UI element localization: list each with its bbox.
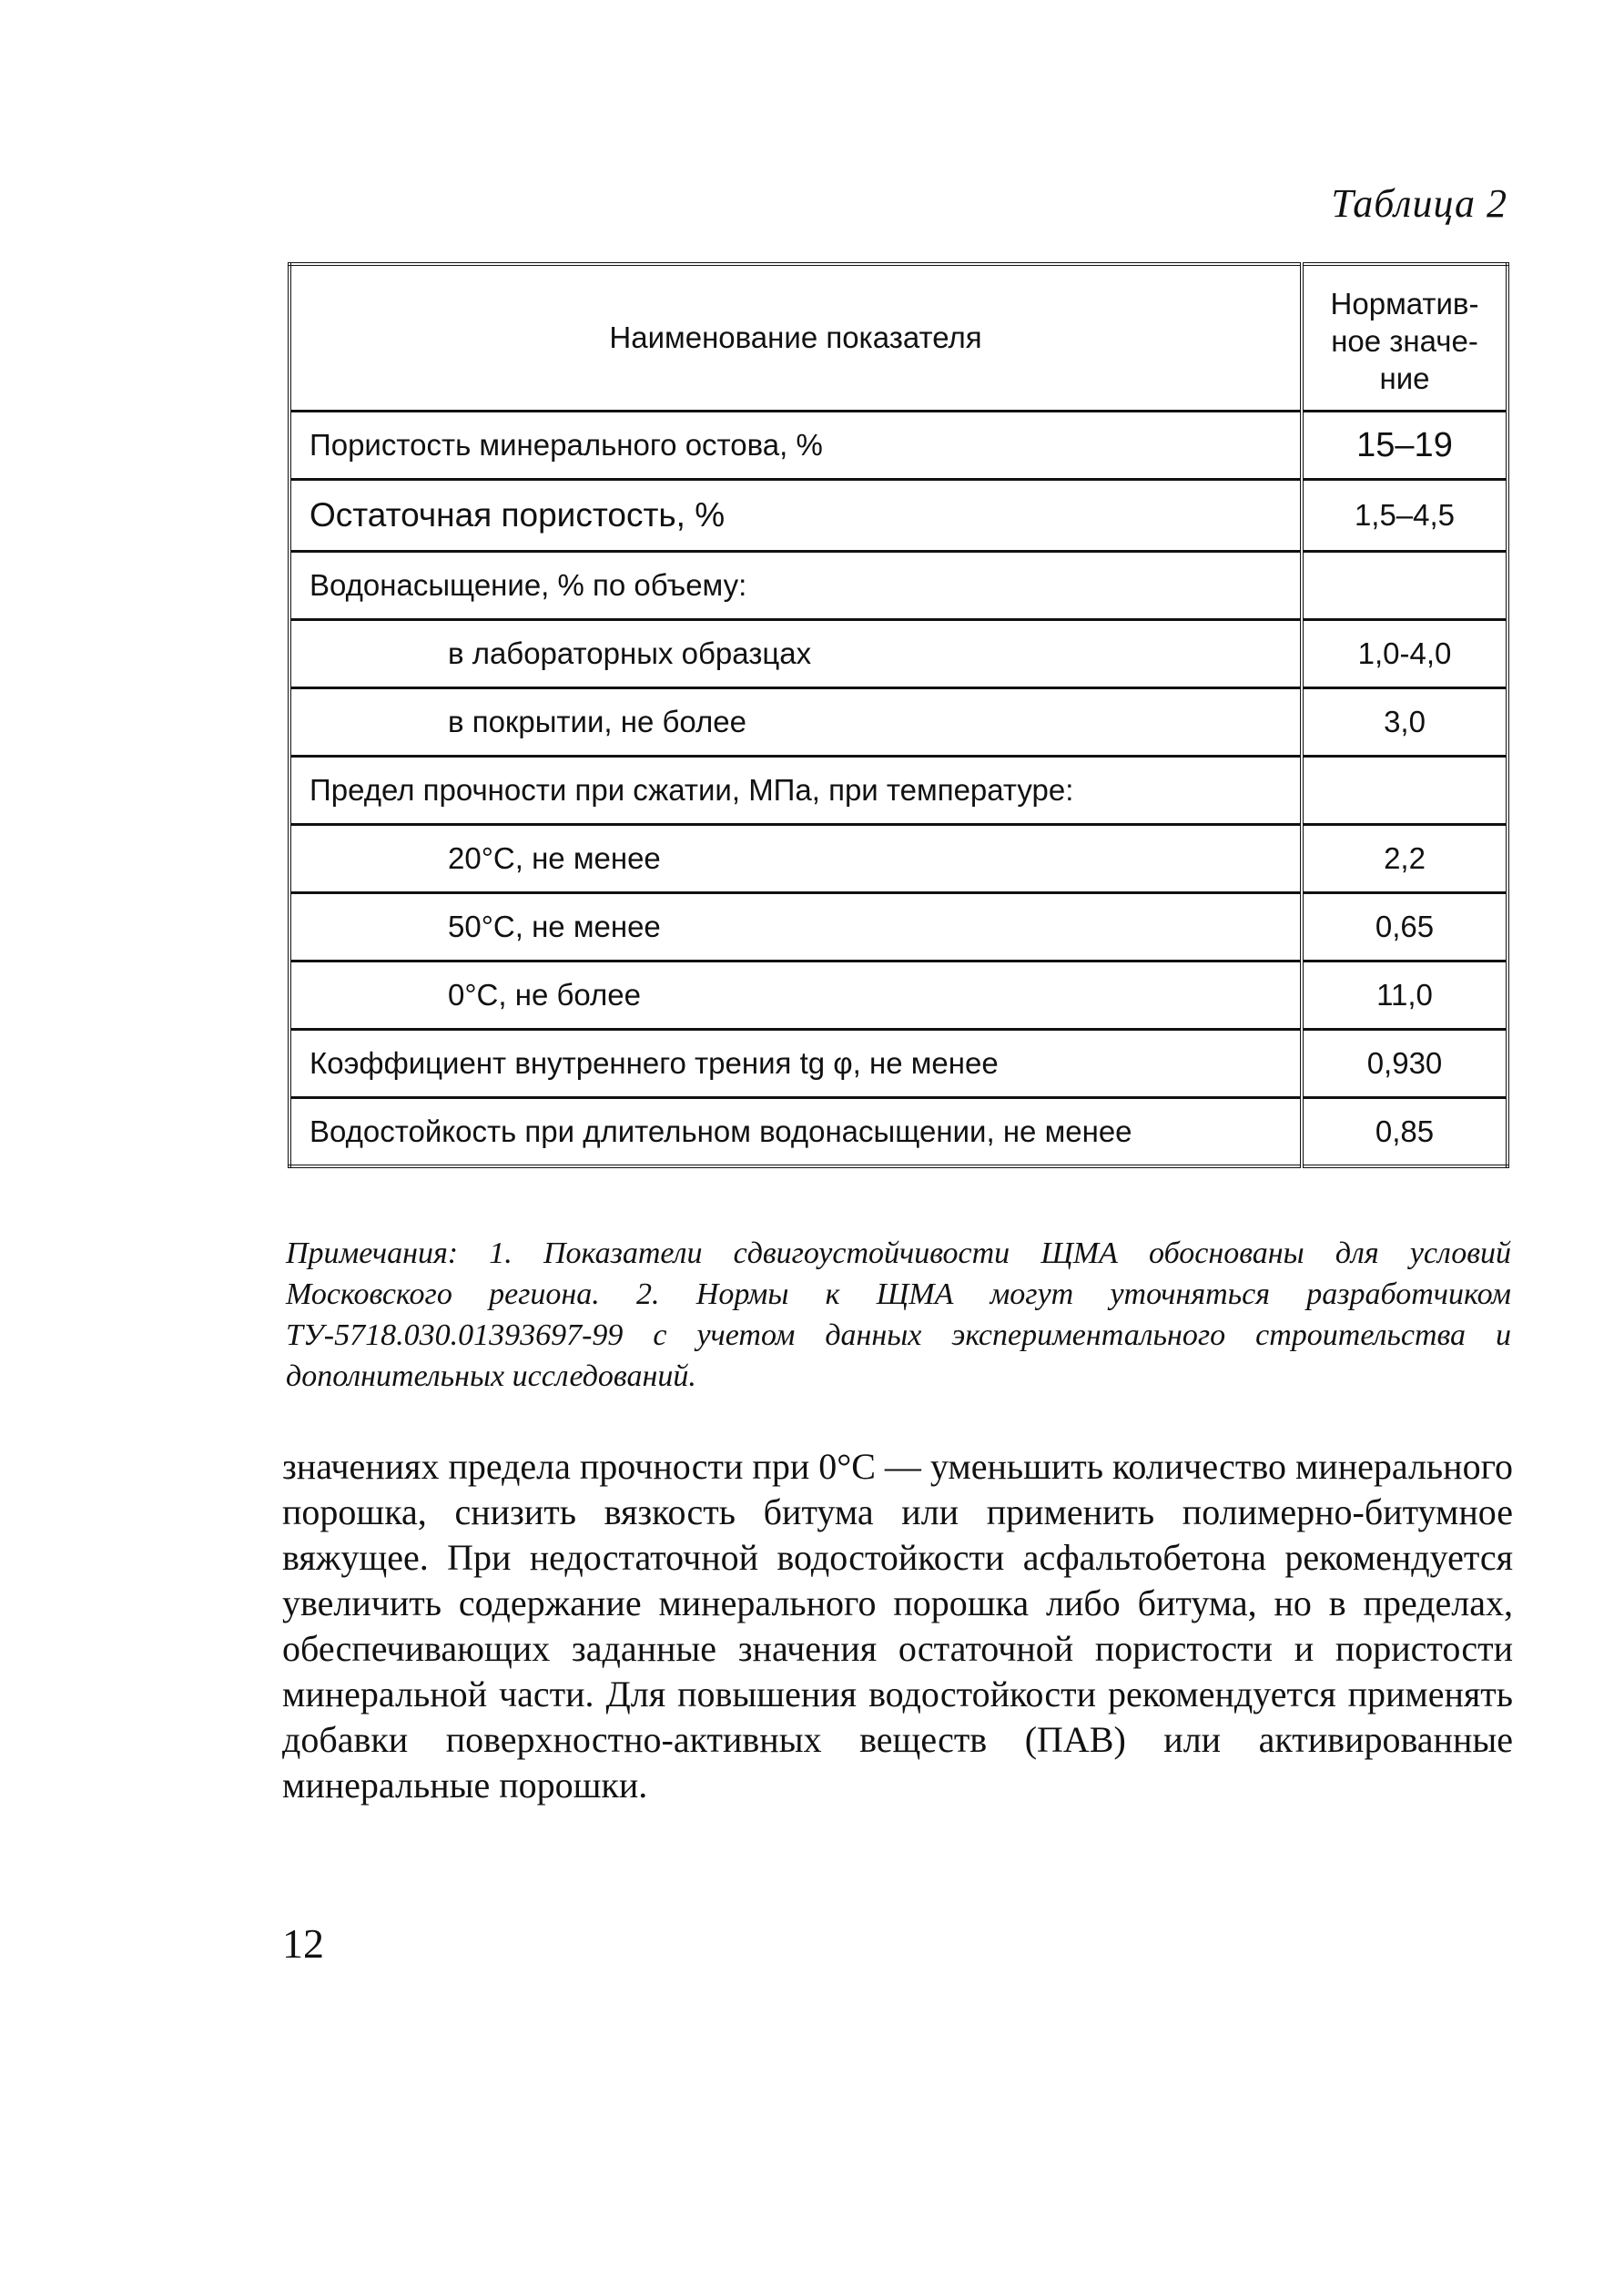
table-row (289, 688, 1507, 757)
table-row (289, 412, 1507, 480)
row-name-cell: в лабораторных образцах (289, 620, 1302, 688)
body-paragraph: значениях предела прочности при 0°С — уменьшить количество минерального порошка, снизить вязкость битума или применить полимерно-битумное вяжущее. При недостаточной водостойкости асфальтобетона рекомендуется увеличить содержание минерального порошка либо битума, но в пределах, обеспечивающих заданные значения остаточной пористости и пористости минеральной части. Для повышения водостойкости рекомендуется применять добавки поверхностно-активных веществ (ПАВ) или активированные минеральные порошки. (282, 1446, 1513, 1806)
table-row (289, 480, 1507, 552)
table-row (289, 620, 1507, 688)
row-value-cell: 0,85 (1302, 1098, 1507, 1167)
table-row (289, 1030, 1507, 1098)
row-name-cell: Предел прочности при сжатии, МПа, при температуре: (289, 757, 1302, 825)
specifications-table (288, 262, 1509, 1168)
row-name-cell: Водостойкость при длительном водонасыщении, не менее (289, 1098, 1302, 1167)
row-value-cell: 15–19 (1302, 412, 1507, 480)
page-number: 12 (282, 1920, 324, 1967)
row-name-cell: 50°С, не менее (289, 893, 1302, 961)
row-name-cell: в покрытии, не более (289, 688, 1302, 757)
row-value-cell (1302, 552, 1507, 620)
row-value-cell: 1,0-4,0 (1302, 620, 1507, 688)
header-name-cell: Наименование показателя (289, 264, 1302, 412)
row-value-cell: 2,2 (1302, 825, 1507, 893)
table-notes: Примечания: 1. Показатели сдвигоустойчивости ЩМА обоснованы для условий Московского региона. 2. Нормы к ЩМА могут уточняться разработчиком ТУ-5718.030.01393697-99 с учетом данных экспериментального строительства и дополнительных исследований. (286, 1236, 1511, 1393)
table-header-row (289, 264, 1507, 412)
row-value-cell: 11,0 (1302, 961, 1507, 1030)
table-row (289, 1098, 1507, 1167)
table-row (289, 825, 1507, 893)
row-name-cell: 20°С, не менее (289, 825, 1302, 893)
table-row (289, 961, 1507, 1030)
header-value-line-2: ное значе- (1331, 323, 1478, 358)
row-name-cell: 0°С, не более (289, 961, 1302, 1030)
row-value-cell (1302, 757, 1507, 825)
row-value-cell: 1,5–4,5 (1302, 480, 1507, 552)
row-name-cell: Пористость минерального остова, % (289, 412, 1302, 480)
header-value-line-3: ние (1379, 361, 1430, 395)
table-row (289, 552, 1507, 620)
row-value-cell: 0,65 (1302, 893, 1507, 961)
row-value-cell: 3,0 (1302, 688, 1507, 757)
header-value-cell (1302, 264, 1507, 412)
table-caption: Таблица 2 (1331, 181, 1507, 226)
row-name-cell: Остаточная пористость, % (289, 480, 1302, 552)
row-name-cell: Водонасыщение, % по объему: (289, 552, 1302, 620)
row-name-cell: Коэффициент внутреннего трения tg φ, не менее (289, 1030, 1302, 1098)
row-value-cell: 0,930 (1302, 1030, 1507, 1098)
table-row (289, 757, 1507, 825)
table-row (289, 893, 1507, 961)
header-value-line-1: Норматив- (1330, 286, 1479, 320)
